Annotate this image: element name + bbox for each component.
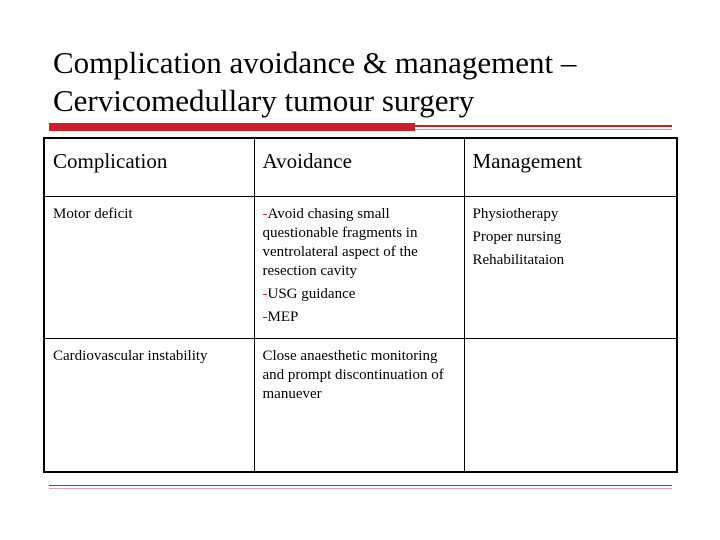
footer-rule-shadow [49,488,672,489]
header-complication: Complication [44,138,254,197]
slide-title [53,44,693,120]
cell-management [464,338,677,472]
management-item: Physiotherapy [472,206,559,222]
cell-management [464,197,677,339]
avoidance-item: Close anaesthetic monitoring and prompt discontinuation of manuever [262,347,444,402]
table-row [44,338,677,472]
table-row [44,197,677,339]
complication-text: Motor deficit [53,206,133,222]
title-underline-thick [49,123,415,131]
management-item: Rehabilitataion [472,252,565,268]
avoidance-item-text: MEP [267,309,299,325]
complication-text: Cardiovascular instability [53,347,208,364]
header-avoidance: Avoidance [254,138,464,197]
management-item: Proper nursing [472,229,562,245]
title-underline-thin-shadow [415,129,672,130]
avoidance-item: -USG guidance [262,286,356,302]
cell-complication [44,197,254,339]
title-underline-thin [415,125,672,127]
avoidance-item: -Avoid chasing small questionable fragments in ventrolateral aspect of the resection cavity [262,206,418,279]
avoidance-item-text: Avoid chasing small questionable fragments in ventrolateral aspect of the resection cavity [262,206,418,279]
avoidance-item-text: USG guidance [267,286,356,302]
cell-avoidance [254,197,464,339]
cell-avoidance [254,338,464,472]
slide-title-line-1: Complication avoidance & management – [53,45,577,80]
complication-table [43,137,678,473]
slide-title-line-2: Cervicomedullary tumour surgery [53,83,475,118]
header-management: Management [464,138,677,197]
avoidance-item: -MEP [262,309,299,325]
table-header-row [44,138,677,197]
cell-complication [44,338,254,472]
footer-rule [49,485,672,486]
